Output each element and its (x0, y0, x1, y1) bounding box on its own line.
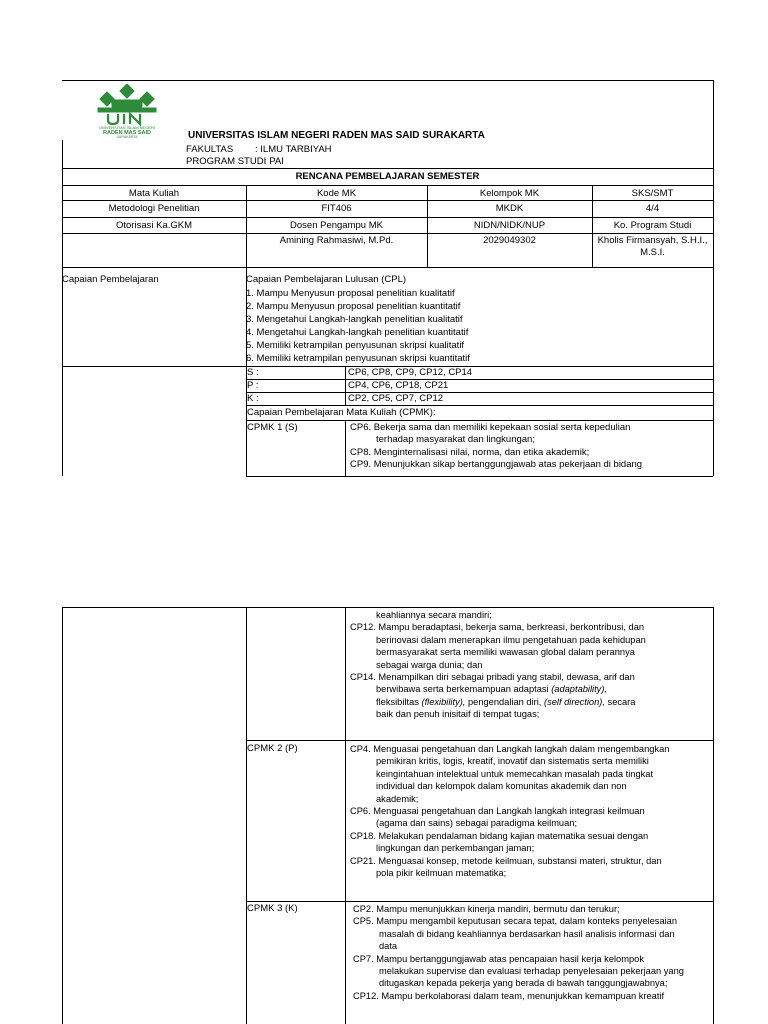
divider (62, 233, 713, 234)
text-segment: pengendalian diri, (467, 696, 542, 707)
header-kelompok-mk: Kelompok MK (479, 188, 540, 199)
table-border (345, 607, 346, 1024)
header-koprodi: Ko. Program Studi (613, 220, 692, 231)
text-segment-italic: (adaptability), (551, 684, 608, 695)
svg-text:SURAKARTA: SURAKARTA (116, 135, 138, 138)
text-line: CP6. Bekerja sama dan memiliki kepekaan sosial serta kepedulian (350, 422, 631, 433)
text-line: CP2. Mampu menunjukkan kinerja mandiri, bermutu dan terukur; (353, 904, 620, 914)
text-line: CP14. Menampilkan diri sebagai pribadi yang stabil, dewasa, arif dan (350, 671, 635, 682)
section-label-capaian: Capaian Pembelajaran (62, 274, 159, 285)
text-line: pola pikir keilmuan matematika; (376, 867, 507, 878)
value-kelompok-mk: MKDK (495, 203, 524, 214)
cpl-title: Capaian Pembelajaran Lulusan (CPL) (246, 274, 407, 285)
text-line: individual dan kelompok dalam komunitas akademik dan non (376, 781, 627, 792)
text-line (350, 683, 646, 695)
spk-value-p: CP4, CP6, CP18, CP21 (348, 380, 449, 391)
cpmk-title: Capaian Pembelajaran Mata Kuliah (CPMK): (247, 407, 436, 418)
header-mata-kuliah: Mata Kuliah (128, 188, 180, 199)
text-line: masalah di bidang keahliannya berdasarkan hasil analisis informasi dan (379, 928, 675, 939)
divider (62, 185, 713, 186)
table-border (62, 607, 713, 608)
value-dosen: Amining Rahmasiwi, M.Pd. (279, 235, 394, 246)
divider (345, 420, 346, 476)
header-kode-mk: Kode MK (316, 188, 357, 199)
cpmk3-label: CPMK 3 (K) (247, 903, 298, 914)
value-sks-smt: 4/4 (645, 203, 660, 214)
divider (62, 200, 713, 201)
divider (246, 740, 713, 741)
program-label: PROGRAM STUDI (186, 156, 267, 167)
cpl-item: 6. Memiliki ketrampilan penyusunan skripsi kuantitatif (246, 353, 470, 364)
table-border (62, 607, 63, 1024)
cpl-item: 5. Memiliki ketrampilan penyusunan skripsi kualitatif (246, 340, 465, 351)
divider (246, 405, 713, 406)
header-sks-smt: SKS/SMT (631, 188, 674, 199)
text-segment-italic: (flexibility), (421, 696, 466, 707)
table-border (62, 80, 713, 81)
cpl-item: 2. Mampu Menyusun proposal penelitian kuantitatif (246, 301, 461, 312)
text-line: CP8. Menginternalisasi nilai, norma, dan etika akademik; (350, 446, 590, 458)
text-line: CP4. Menguasai pengetahuan dan Langkah langkah dalam mengembangkan (350, 744, 670, 754)
cpmk3-text (353, 903, 684, 1002)
cpl-item: 4. Mengetahui Langkah-langkah penelitian kuantitatif (246, 327, 469, 338)
value-koprodi-1: Kholis Firmansyah, S.H.I., (597, 235, 708, 246)
faculty-label: FAKULTAS (186, 144, 234, 155)
divider (62, 267, 713, 268)
divider (62, 168, 713, 169)
text-segment: berwibawa serta berkemampuan adaptasi (376, 684, 549, 695)
logo-emblem-icon (86, 84, 168, 138)
cpmk2-label: CPMK 2 (P) (247, 743, 298, 754)
text-line: melakukan supervise dan evaluasi terhadap penyelesaian pekerjaan yang (379, 965, 684, 976)
faculty-value: : ILMU TARBIYAH (255, 144, 332, 155)
spk-key-s: S : (247, 367, 259, 378)
text-line: pemikiran kritis, logis, kreatif, inovatif dan sistematis serta memiliki (376, 756, 649, 767)
text-line: CP18. Melakukan pendalaman bidang kajian matematika sesuai dengan (350, 830, 649, 841)
divider (62, 217, 713, 218)
header-otorisasi: Otorisasi Ka.GKM (115, 220, 193, 231)
university-name: UNIVERSITAS ISLAM NEGERI RADEN MAS SAID SURAKARTA (188, 130, 485, 141)
text-line: ditugaskan kepada pekerja yang berada di bawah tanggungjawabnya; (379, 978, 668, 989)
divider (246, 379, 713, 380)
text-line: CP6. Menguasai pengetahuan dan Langkah langkah integrasi keilmuan (350, 805, 645, 816)
text-segment-italic: (self direction), (543, 696, 605, 707)
document-title: RENCANA PEMBELAJARAN SEMESTER (295, 171, 480, 182)
text-line: CP5. Mampu mengambil keputusan secara tepat, dalam konteks penyelesaian (353, 916, 678, 927)
divider (246, 476, 713, 477)
value-koprodi-2: M.S.I. (640, 247, 665, 258)
cpl-item: 1. Mampu Menyusun proposal penelitian kualitatif (246, 288, 455, 299)
text-line: terhadap masyarakat dan lingkungan; (376, 434, 535, 446)
table-border (713, 80, 714, 476)
text-line: bermasyarakat serta memiliki wawasan global dalam perannya (376, 647, 635, 658)
text-line: keingintahuan intelektual untuk memecahkan masalah pada tingkat (376, 768, 654, 779)
table-border (713, 607, 714, 1024)
table-border (246, 607, 247, 1024)
text-line: akademik; (376, 793, 419, 804)
text-line: sebagai warga dunia; dan (376, 659, 483, 670)
value-kode-mk: FIT406 (321, 203, 352, 214)
svg-text:UNIVERSITAS ISLAM NEGERI: UNIVERSITAS ISLAM NEGERI (99, 125, 155, 130)
cpmk1-text-part1 (350, 422, 642, 472)
university-logo (86, 84, 168, 138)
spk-key-k: K : (247, 393, 259, 404)
text-line: data (379, 941, 398, 952)
cpl-item: 3. Mengetahui Langkah-langkah penelitian kualitatif (246, 314, 463, 325)
text-segment: secara (607, 696, 636, 707)
divider (246, 392, 713, 393)
text-segment: fleksibiltas (376, 696, 419, 707)
value-nidn: 2029049302 (483, 235, 536, 246)
header-nidn: NIDN/NIDK/NUP (473, 220, 546, 231)
text-line: keahliannya secara mandiri; (376, 610, 492, 620)
text-line: CP9. Menunjukkan sikap bertanggungjawab atas pekerjaan di bidang (350, 459, 643, 471)
text-line: baik dan penuh inisitaif di tempat tugas; (376, 709, 540, 720)
divider (246, 420, 713, 421)
text-line: lingkungan dan perkembangan jaman; (376, 843, 535, 854)
divider (246, 901, 713, 902)
text-line: CP7. Mampu bertanggungjawab atas pencapaian hasil kerja kelompok (353, 953, 644, 964)
cpmk1-text-part2 (350, 609, 646, 721)
text-line (350, 696, 646, 708)
text-line: (agama dan sains) sebagai paradigma keilmuan; (376, 818, 578, 829)
svg-text:RADEN MAS SAID: RADEN MAS SAID (103, 130, 151, 136)
cpmk1-label: CPMK 1 (S) (247, 422, 298, 433)
header-dosen: Dosen Pengampu MK (290, 220, 383, 231)
text-line: CP21. Menguasai konsep, metode keilmuan, substansi materi, struktur, dan (350, 855, 662, 866)
divider (345, 366, 346, 405)
text-line: CP12. Mampu beradaptasi, bekerja sama, berkreasi, berkontribusi, dan (350, 622, 645, 633)
cpmk2-text (350, 743, 669, 879)
program-value: : PAI (264, 156, 284, 167)
text-line: berinovasi dalam menerapkan ilmu pengetahuan pada kehidupan (376, 634, 646, 645)
value-mata-kuliah: Metodologi Penelitian (108, 203, 200, 214)
spk-value-s: CP6, CP8, CP9, CP12, CP14 (348, 367, 473, 378)
spk-key-p: P : (247, 380, 259, 391)
text-line: CP12. Mampu berkolaborasi dalam team, menunjukkan kemampuan kreatif (353, 990, 665, 1001)
spk-value-k: CP2, CP5, CP7, CP12 (348, 393, 444, 404)
